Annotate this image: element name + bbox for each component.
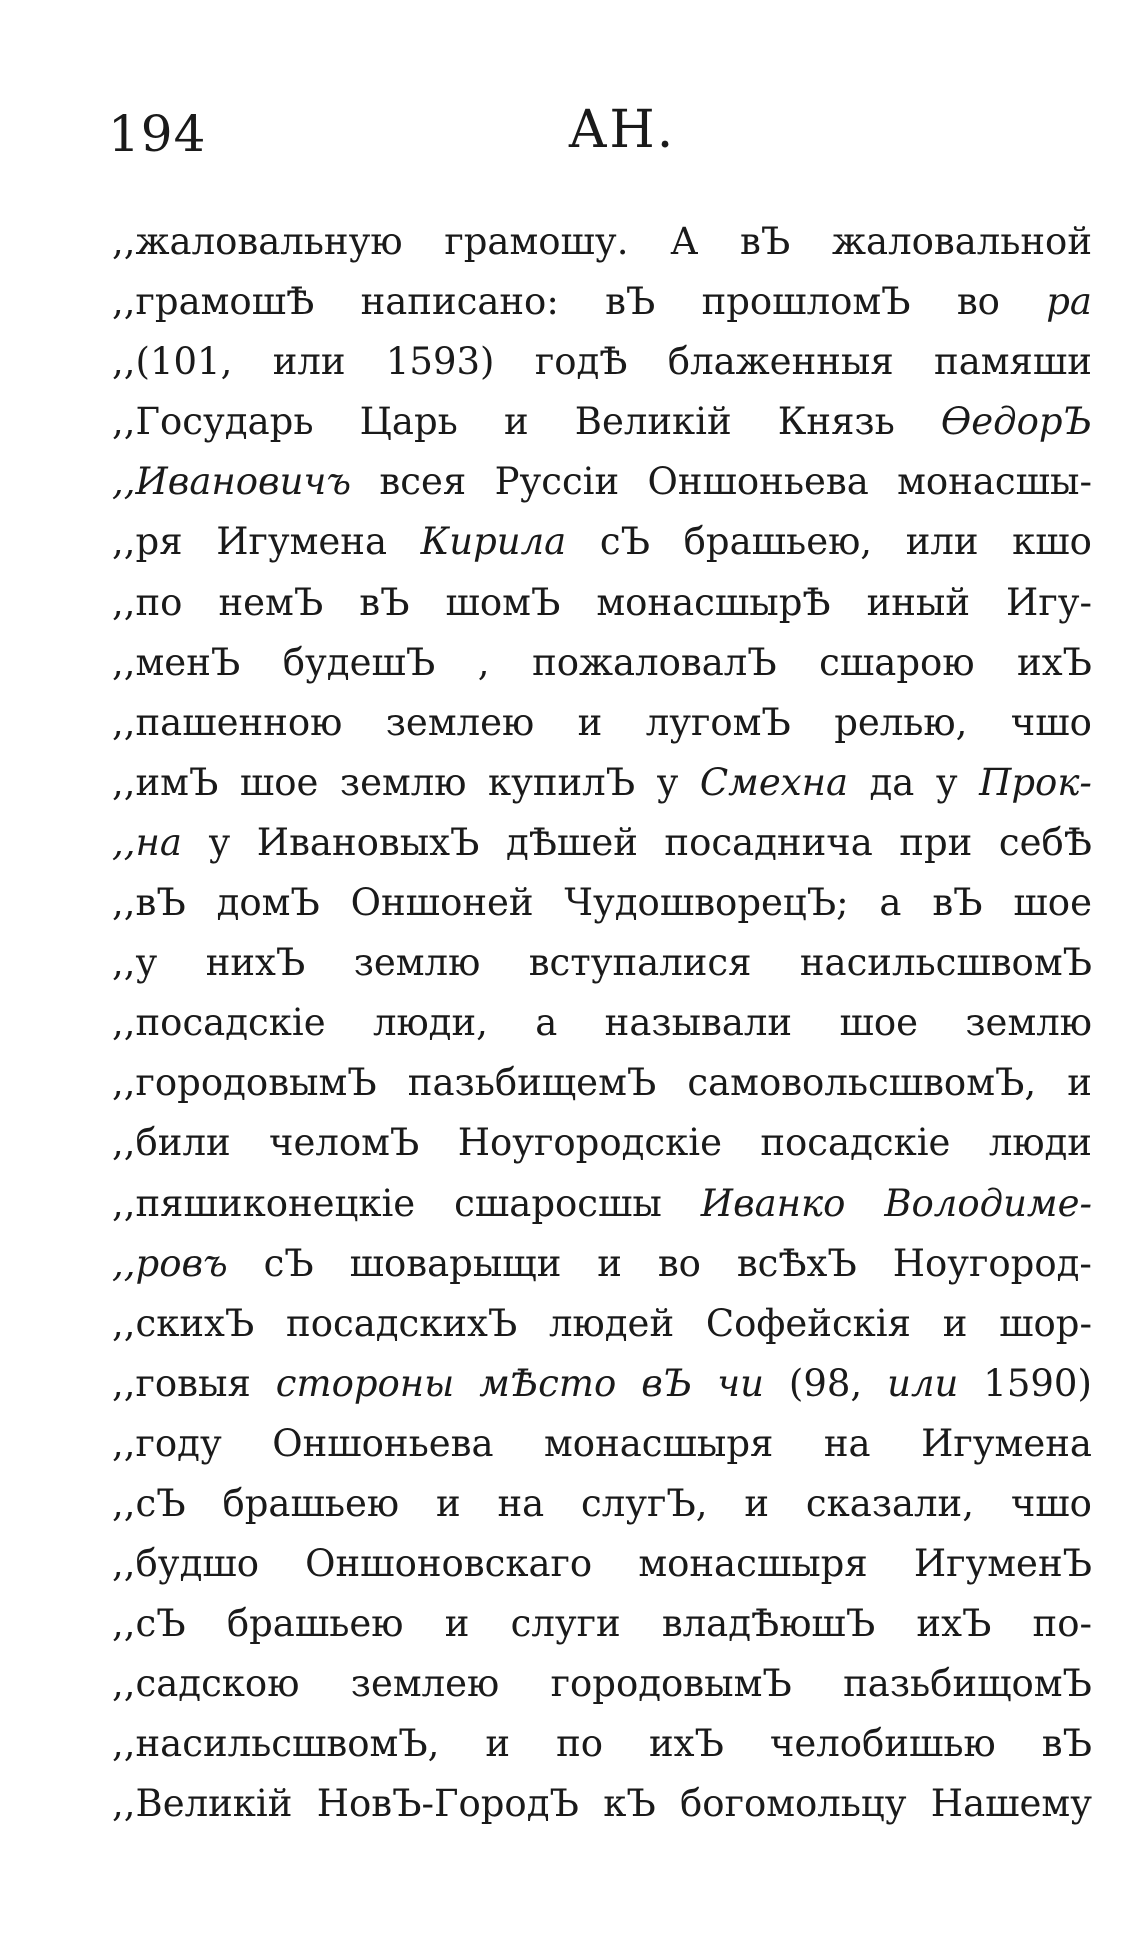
text-line: [112, 512, 1092, 572]
word: брашьею: [226, 1602, 404, 1646]
word: сказали,: [805, 1481, 974, 1525]
text-line: [112, 332, 1092, 392]
text-line: [112, 573, 1092, 633]
word: богомольцу: [680, 1782, 907, 1826]
word: ихЪ: [649, 1722, 724, 1766]
word: а: [879, 881, 902, 925]
word: шое: [239, 760, 319, 804]
word: ,,пяшиконецкіе: [112, 1181, 416, 1225]
word: Оншоньева: [272, 1421, 494, 1465]
word: прошломЪ: [701, 280, 911, 324]
word: у: [656, 760, 679, 804]
word: иный: [866, 580, 971, 624]
text-line: [112, 1774, 1092, 1834]
word: называли: [604, 1001, 793, 1045]
text-line: [112, 813, 1092, 873]
italic-word: Кирила: [420, 520, 567, 564]
word: релью,: [834, 700, 968, 744]
word: будешЪ: [282, 640, 436, 684]
word: землю: [339, 760, 467, 804]
word: Ноугородскіе: [457, 1121, 722, 1165]
word: ,,ря: [112, 520, 183, 564]
word: да: [869, 760, 915, 804]
word: вЪ: [740, 220, 791, 263]
word: монасшыря: [544, 1421, 774, 1465]
word: (98,: [788, 1361, 863, 1405]
text-line: [112, 1714, 1092, 1774]
word: и: [444, 1602, 470, 1646]
word: Оншоньева: [647, 460, 869, 504]
word: ,,вЪ: [112, 881, 186, 925]
word: ,,говыя: [112, 1361, 251, 1405]
word: ихЪ: [1017, 640, 1092, 684]
word: и: [577, 700, 603, 744]
word: написано:: [360, 280, 559, 324]
word: по-: [1032, 1602, 1092, 1646]
word: или: [272, 340, 346, 384]
word: посадскіе: [760, 1121, 951, 1165]
text-line: [112, 1354, 1092, 1414]
text-line: [112, 1534, 1092, 1594]
italic-word: Володиме-: [884, 1181, 1092, 1225]
text-line: [112, 1053, 1092, 1113]
word: ,,пашенною: [112, 700, 343, 744]
word: ,,били: [112, 1121, 231, 1165]
word: Нашему: [930, 1782, 1092, 1826]
word: Игумена: [921, 1421, 1092, 1465]
word: Оншоновскаго: [305, 1542, 593, 1586]
italic-word: ,,Ивановичъ: [112, 460, 352, 504]
word: ,: [477, 640, 490, 684]
word: монасшы-: [897, 460, 1092, 504]
word: посаднича: [664, 820, 873, 864]
word: вступалися: [528, 941, 752, 985]
word: и: [744, 1481, 770, 1525]
word: годѢ: [534, 340, 628, 384]
word: по: [556, 1722, 604, 1766]
text-line: [112, 1654, 1092, 1714]
word: или: [905, 520, 979, 564]
word: на: [497, 1481, 545, 1525]
word: себѢ: [998, 820, 1092, 864]
word: шомЪ: [445, 580, 561, 624]
word: людей: [549, 1301, 675, 1345]
word: шое: [1013, 881, 1092, 925]
word: нихЪ: [205, 941, 306, 985]
word: ,,сЪ: [112, 1602, 186, 1646]
word: ИвановыхЪ: [256, 820, 480, 864]
word: кшо: [1012, 520, 1092, 564]
word: ,,насильсшвомЪ,: [112, 1722, 440, 1766]
word: и: [435, 1481, 461, 1525]
word: 1590): [983, 1361, 1092, 1405]
word: у: [935, 760, 958, 804]
word: самовольсшвомЪ,: [687, 1061, 1037, 1105]
word: памяши: [934, 340, 1092, 384]
word: ,,Государь: [112, 400, 314, 444]
word: челомЪ: [269, 1121, 420, 1165]
text-line: [112, 1474, 1092, 1534]
word: а: [535, 1001, 558, 1045]
word: 1593): [385, 340, 495, 384]
word: ихЪ: [916, 1602, 992, 1646]
word: Софейскія: [705, 1301, 911, 1345]
word: на: [823, 1421, 871, 1465]
word: немЪ: [218, 580, 324, 624]
word: ,,садскою: [112, 1662, 300, 1706]
word: ,,у: [112, 941, 158, 985]
word: насильсшвомЪ: [799, 941, 1092, 985]
word: чшо: [1010, 700, 1092, 744]
word: купилЪ: [487, 760, 636, 804]
word: чшо: [1010, 1481, 1092, 1525]
italic-word: чи: [717, 1361, 764, 1405]
word: землю: [965, 1001, 1092, 1045]
word: сшарою: [819, 640, 975, 684]
page-number: 194: [108, 105, 207, 163]
text-line: [112, 993, 1092, 1053]
italic-word: Иванко: [700, 1181, 846, 1225]
word: лугомЪ: [645, 700, 791, 744]
word: НовЪ-ГородЪ: [316, 1782, 579, 1826]
word: ,,посадскіе: [112, 1001, 326, 1045]
word: во: [657, 1241, 701, 1285]
word: дѢшей: [505, 820, 638, 864]
text-line: [112, 1113, 1092, 1173]
word: при: [899, 820, 973, 864]
word: шое: [839, 1001, 919, 1045]
word: люди,: [372, 1001, 488, 1045]
italic-word: стороны: [275, 1361, 455, 1405]
word: городовымЪ: [550, 1662, 792, 1706]
word: вЪ: [1041, 1722, 1092, 1766]
text-line: [112, 392, 1092, 452]
word: ,,по: [112, 580, 183, 624]
word: вЪ: [359, 580, 410, 624]
word: брашьею: [222, 1481, 400, 1525]
word: пожаловалЪ: [532, 640, 777, 684]
word: шоварыщи: [349, 1241, 562, 1285]
word: и: [1067, 1061, 1092, 1105]
text-line: [112, 1234, 1092, 1294]
italic-word: ,,ровъ: [112, 1241, 228, 1285]
word: ,,грамошѢ: [112, 280, 315, 324]
word: блаженныя: [667, 340, 894, 384]
word: Князь: [777, 400, 895, 444]
word: вЪ: [932, 881, 983, 925]
word: Оншоней: [350, 881, 534, 925]
word: Ноугород-: [892, 1241, 1092, 1285]
word: ,,имЪ: [112, 760, 219, 804]
word: и: [485, 1722, 511, 1766]
word: вЪ: [605, 280, 656, 324]
text-line: [112, 933, 1092, 993]
word: ,,году: [112, 1421, 222, 1465]
word: грамошу.: [444, 220, 629, 263]
word: землею: [350, 1662, 500, 1706]
word: жаловальной: [831, 220, 1092, 263]
word: ,,жаловальную: [112, 220, 403, 263]
word: монасшырѢ: [596, 580, 831, 624]
text-line: [112, 452, 1092, 512]
word: пазьбищомЪ: [843, 1662, 1092, 1706]
word: у: [208, 820, 231, 864]
italic-word: или: [887, 1361, 959, 1405]
running-head: АН.: [568, 100, 676, 160]
word: люди: [988, 1121, 1092, 1165]
word: челобишью: [769, 1722, 996, 1766]
word: ,,(101,: [112, 340, 233, 384]
italic-word: Смехна: [699, 760, 849, 804]
word: пазьбищемЪ: [407, 1061, 657, 1105]
word: ,,скихЪ: [112, 1301, 255, 1345]
italic-word: вЪ: [641, 1361, 693, 1405]
italic-word: Прок-: [979, 760, 1092, 804]
word: всея: [379, 460, 467, 504]
italic-word: ,,на: [112, 820, 182, 864]
word: землю: [353, 941, 481, 985]
word: ,,Великій: [112, 1782, 293, 1826]
text-line: [112, 212, 1092, 272]
word: слуги: [510, 1602, 621, 1646]
word: во: [956, 280, 1000, 324]
text-line: [112, 753, 1092, 813]
word: Царь: [359, 400, 458, 444]
word: Игумена: [216, 520, 388, 564]
text-line: [112, 873, 1092, 933]
word: сЪ: [599, 520, 650, 564]
italic-word: мѢсто: [479, 1361, 617, 1405]
text-line: [112, 1594, 1092, 1654]
word: слугЪ,: [581, 1481, 708, 1525]
text-line: [112, 272, 1092, 332]
word: владѢюшЪ: [661, 1602, 876, 1646]
word: ,,менЪ: [112, 640, 241, 684]
text-line: [112, 693, 1092, 753]
word: брашьею,: [683, 520, 873, 564]
italic-word: ѲедорЪ: [940, 400, 1092, 444]
word: ИгуменЪ: [913, 1542, 1092, 1586]
word: ,,сЪ: [112, 1481, 186, 1525]
word: и: [942, 1301, 968, 1345]
word: А: [670, 220, 699, 263]
word: сшаросшы: [454, 1181, 662, 1225]
word: ЧудошворецЪ;: [564, 881, 849, 925]
word: Великій: [574, 400, 732, 444]
text-line: [112, 633, 1092, 693]
word: всѢхЪ: [736, 1241, 857, 1285]
word: землею: [385, 700, 535, 744]
word: монасшыря: [638, 1542, 868, 1586]
word: сЪ: [263, 1241, 314, 1285]
italic-word: ра: [1046, 280, 1092, 324]
text-line: [112, 1414, 1092, 1474]
word: Игу-: [1006, 580, 1092, 624]
word: шор-: [999, 1301, 1092, 1345]
word: и: [597, 1241, 622, 1285]
word: ,,будшо: [112, 1542, 260, 1586]
text-line: [112, 1174, 1092, 1234]
text-line: [112, 1294, 1092, 1354]
word: и: [503, 400, 529, 444]
word: посадскихЪ: [286, 1301, 518, 1345]
body-text: [112, 212, 1092, 1835]
word: Руссіи: [494, 460, 620, 504]
word: кЪ: [603, 1782, 656, 1826]
word: домЪ: [216, 881, 320, 925]
word: ,,городовымЪ: [112, 1061, 377, 1105]
